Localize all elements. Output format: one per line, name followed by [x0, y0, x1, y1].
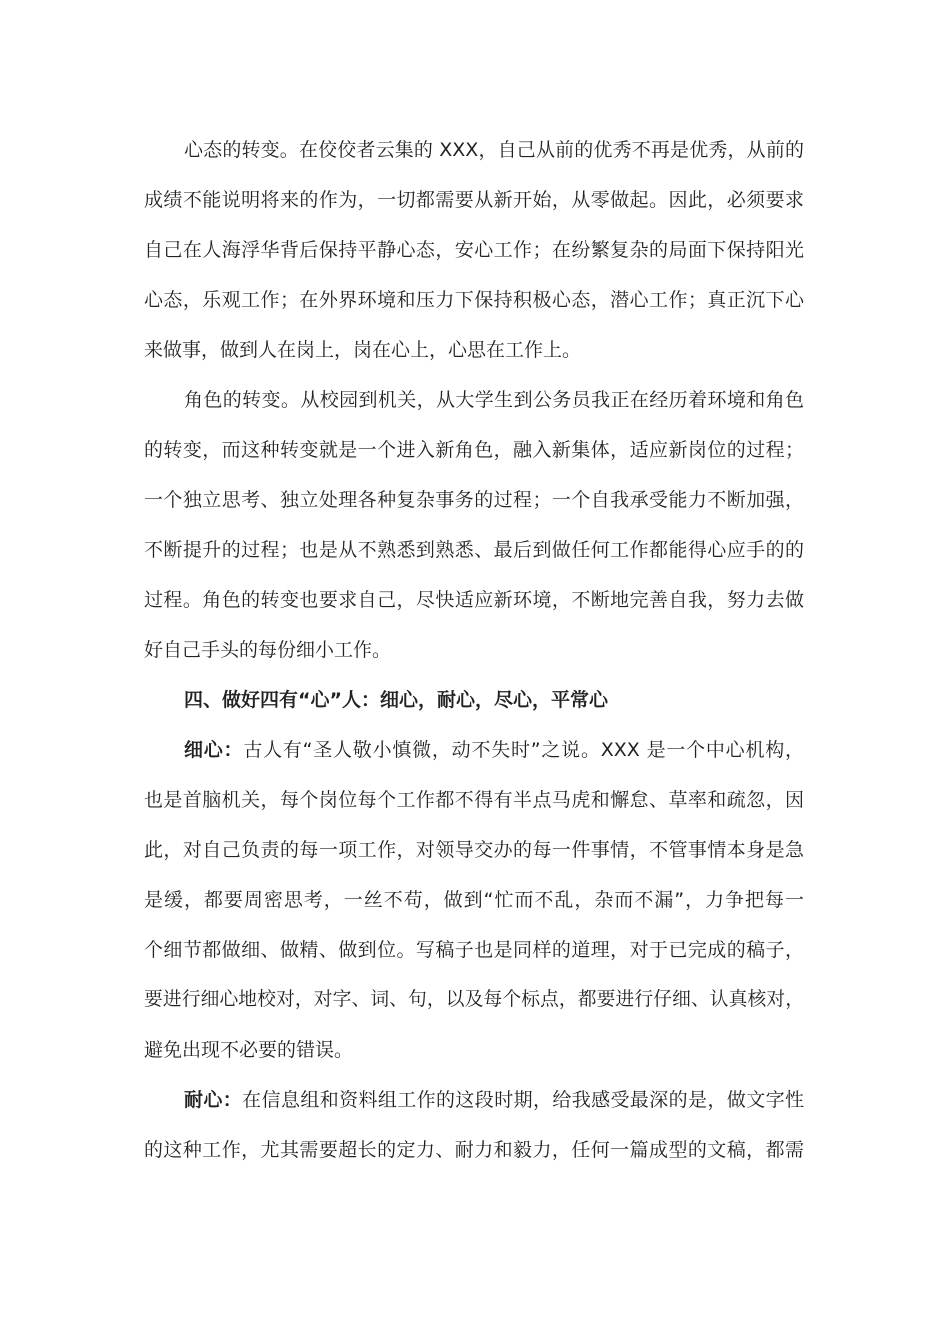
- paragraph-xixin: [144, 725, 804, 1075]
- paragraph-role: [144, 375, 804, 675]
- text-line: 过程。角色的转变也要求自己，尽快适应新环境，不断地完善自我，努力去做: [144, 589, 804, 611]
- document-body: [144, 125, 804, 1175]
- text-line: 不断提升的过程；也是从不熟悉到熟悉、最后到做任何工作都能得心应手的的: [144, 539, 804, 561]
- lead-term: 耐心：: [184, 1089, 243, 1111]
- paragraph-mindset: [144, 125, 804, 375]
- text-line: [144, 725, 804, 775]
- text-line: 好自己手头的每份细小工作。: [144, 639, 392, 661]
- text-line: 的这种工作，尤其需要超长的定力、耐力和毅力，任何一篇成型的文稿，都需: [144, 1139, 804, 1161]
- text-run: 在信息组和资料组工作的这段时期，给我感受最深的是，做文字性: [242, 1089, 804, 1111]
- text-line: 自己在人海浮华背后保持平静心态，安心工作；在纷繁复杂的局面下保持阳光: [144, 239, 804, 261]
- text-line: 成绩不能说明将来的作为，一切都需要从新开始，从零做起。因此，必须要求: [144, 189, 804, 211]
- text-line: 个细节都做细、做精、做到位。写稿子也是同样的道理，对于已完成的稿子，: [144, 939, 804, 961]
- lead-term: 细心：: [184, 739, 244, 761]
- text-line: 心态的转变。在佼佼者云集的 XXX，自己从前的优秀不再是优秀，从前的: [184, 139, 804, 161]
- text-line: 是缓，都要周密思考，一丝不苟，做到“忙而不乱，杂而不漏”，力争把每一: [144, 889, 804, 911]
- text-line: [144, 1075, 804, 1125]
- section-heading: 四、做好四有“心”人：细心，耐心，尽心，平常心: [184, 689, 608, 711]
- text-run: 古人有“圣人敬小慎微，动不失时”之说。XXX 是一个中心机构，: [243, 739, 804, 761]
- paragraph-naixin: [144, 1075, 804, 1175]
- text-line: 角色的转变。从校园到机关，从大学生到公务员我正在经历着环境和角色: [184, 389, 804, 411]
- text-line: 要进行细心地校对，对字、词、句，以及每个标点，都要进行仔细、认真核对，: [144, 989, 804, 1010]
- text-line: 的转变，而这种转变就是一个进入新角色，融入新集体，适应新岗位的过程；: [144, 439, 804, 461]
- text-line: 此，对自己负责的每一项工作，对领导交办的每一件事情，不管事情本身是急: [144, 839, 804, 861]
- text-line: 避免出现不必要的错误。: [144, 1039, 354, 1061]
- text-line: 来做事，做到人在岗上，岗在心上，心思在工作上。: [144, 339, 582, 361]
- text-line: 一个独立思考、独立处理各种复杂事务的过程；一个自我承受能力不断加强，: [144, 489, 804, 511]
- text-line: 也是首脑机关，每个岗位每个工作都不得有半点马虎和懈怠、草率和疏忽，因: [144, 789, 804, 811]
- text-line: 心态，乐观工作；在外界环境和压力下保持积极心态，潜心工作；真正沉下心: [144, 289, 804, 311]
